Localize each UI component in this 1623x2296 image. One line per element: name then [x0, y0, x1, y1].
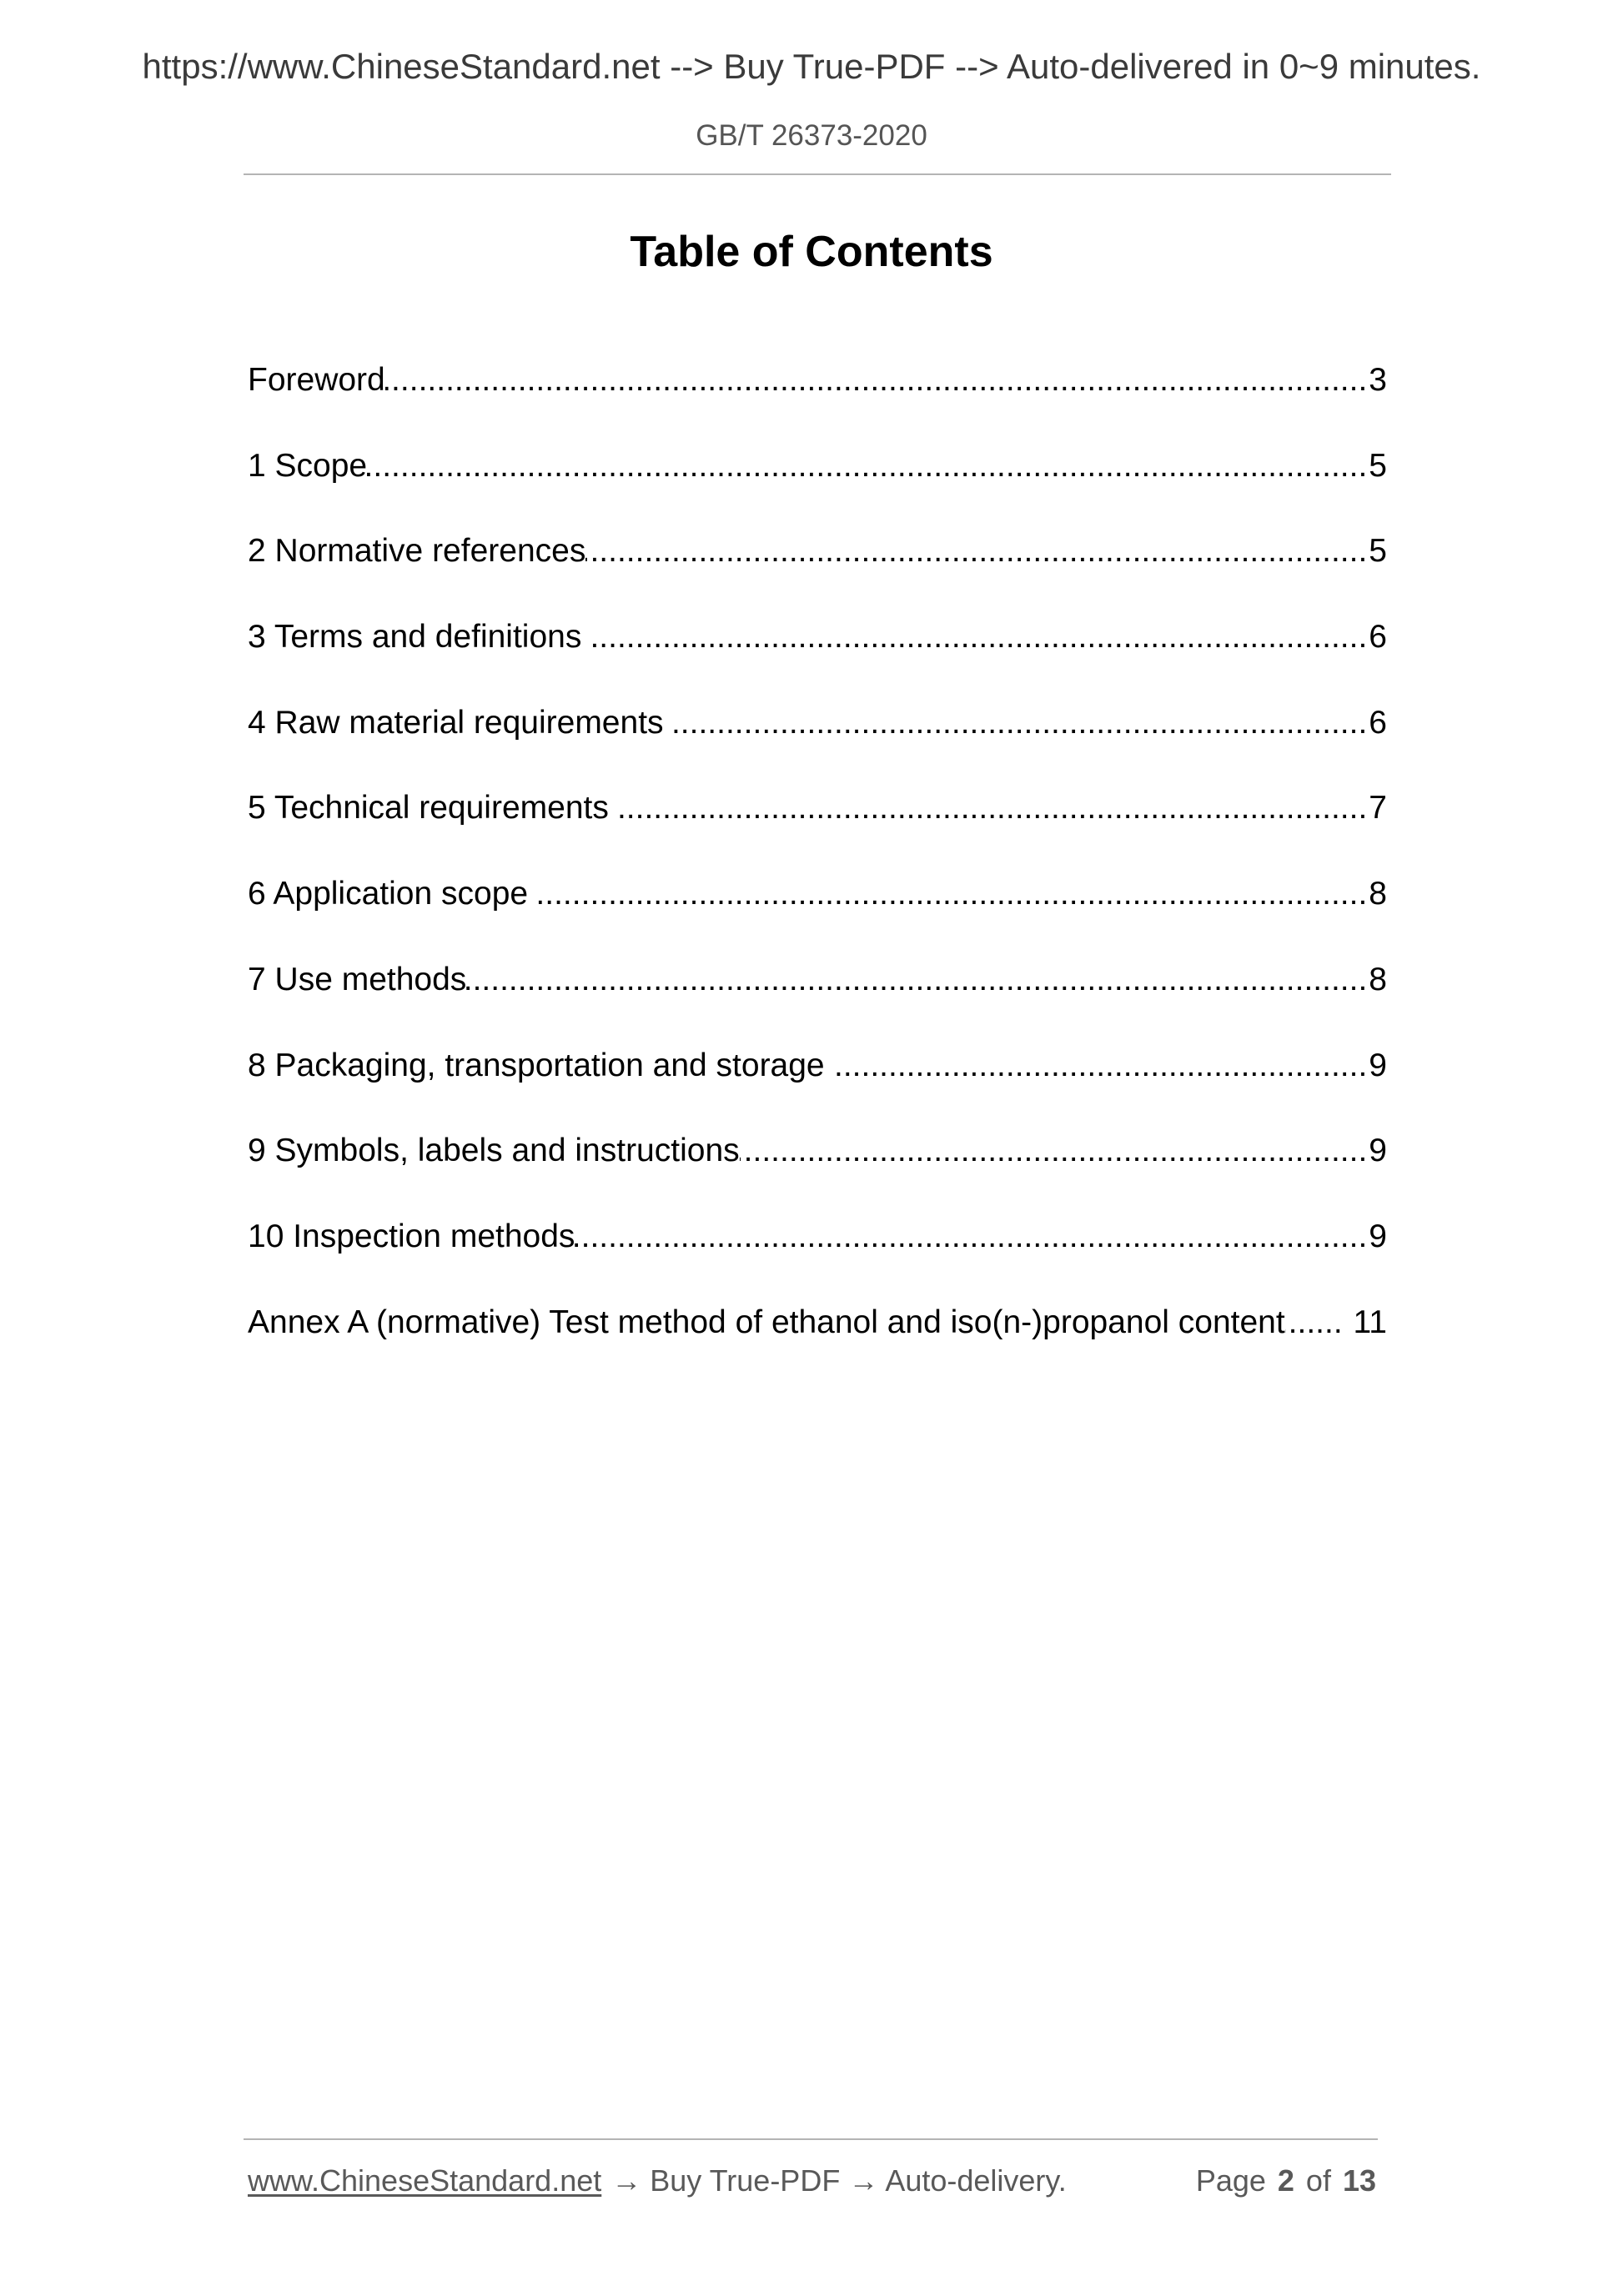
toc-entry-page: 5 [1369, 447, 1387, 484]
toc-entry-label: 10 Inspection methods [248, 1218, 575, 1254]
dot-leader [466, 937, 1367, 1023]
toc-entry-page: 3 [1369, 362, 1387, 398]
page-of-label: of [1305, 2163, 1331, 2198]
dot-leader [585, 509, 1367, 595]
toc-entry-scope[interactable] [248, 424, 1387, 510]
toc-entry-label: 8 Packaging, transportation and storage [248, 1047, 834, 1083]
dot-leader [740, 1108, 1368, 1194]
footer-tagline: → Buy True-PDF → Auto-delivery. [611, 2163, 1067, 2198]
toc-entry-label: 4 Raw material requirements [248, 704, 673, 741]
footer-left [248, 2163, 1067, 2199]
document-id: GB/T 26373-2020 [696, 119, 927, 152]
toc-entry-label: 3 Terms and definitions [248, 619, 591, 656]
page-indicator [1196, 2163, 1376, 2199]
current-page-number: 2 [1277, 2163, 1294, 2198]
dot-leader [833, 1023, 1367, 1109]
toc-entry-label: 5 Technical requirements [248, 790, 618, 826]
chinesestandard-link[interactable]: www.ChineseStandard.net [248, 2163, 602, 2198]
dot-leader [537, 852, 1367, 937]
toc-entry-label: Foreword [248, 362, 385, 398]
toc-entry-foreword[interactable] [248, 338, 1387, 424]
download-banner: https://www.ChineseStandard.net --> Buy True-PDF --> Auto-delivered in 0~9 minutes. [142, 47, 1481, 86]
toc-entry-label: 1 Scope [248, 447, 368, 484]
footer-divider [244, 2138, 1378, 2140]
dot-leader [575, 1194, 1367, 1280]
toc-entry-page: 8 [1369, 961, 1387, 997]
total-page-count: 13 [1342, 2163, 1376, 2198]
page-title: Table of Contents [630, 228, 993, 276]
toc-entry-label: Annex A (normative) Test method of ethanol and iso(n-)propanol content [248, 1304, 1285, 1340]
toc-entry-symbols-labels-instructions[interactable] [248, 1108, 1387, 1194]
dot-leader [385, 338, 1368, 424]
toc-entry-page: 8 [1369, 876, 1387, 912]
page-label: Page [1195, 2163, 1266, 2198]
dot-leader [1285, 1280, 1343, 1366]
header-divider [244, 173, 1391, 175]
dot-leader [618, 766, 1368, 852]
toc-entry-annex-a[interactable] [248, 1280, 1387, 1366]
toc-entry-use-methods[interactable] [248, 937, 1387, 1023]
toc-entry-inspection-methods[interactable] [248, 1194, 1387, 1280]
toc-entry-label: 9 Symbols, labels and instructions [248, 1133, 740, 1169]
toc-entry-raw-material-requirements[interactable] [248, 681, 1387, 766]
page-footer [248, 2163, 1376, 2199]
toc-entry-label: 6 Application scope [248, 876, 537, 912]
toc-entry-application-scope[interactable] [248, 852, 1387, 937]
toc-entry-packaging-transportation-storage[interactable] [248, 1023, 1387, 1109]
toc-entry-technical-requirements[interactable] [248, 766, 1387, 852]
toc-entry-page: 7 [1369, 790, 1387, 826]
table-of-contents [248, 338, 1387, 1365]
toc-entry-page: 6 [1369, 704, 1387, 741]
toc-entry-page: 9 [1369, 1047, 1387, 1083]
toc-entry-page: 11 [1344, 1304, 1387, 1340]
toc-entry-page: 9 [1369, 1133, 1387, 1169]
toc-entry-terms-and-definitions[interactable] [248, 595, 1387, 681]
dot-leader [367, 424, 1367, 510]
toc-entry-page: 5 [1369, 533, 1387, 570]
toc-entry-label: 7 Use methods [248, 961, 467, 997]
toc-entry-normative-references[interactable] [248, 509, 1387, 595]
toc-entry-page: 9 [1369, 1218, 1387, 1254]
dot-leader [590, 595, 1367, 681]
toc-entry-page: 6 [1369, 619, 1387, 656]
toc-entry-label: 2 Normative references [248, 533, 586, 570]
dot-leader [672, 681, 1367, 766]
